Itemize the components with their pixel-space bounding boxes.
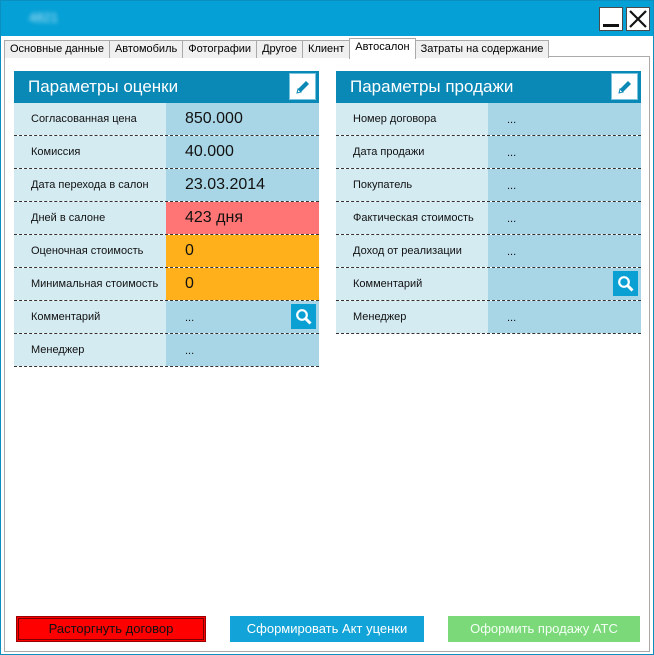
minimum-cost-value: 0 [166, 268, 319, 300]
days-in-salon-value: 423 дня [166, 202, 319, 234]
sale-date-label: Дата продажи [336, 136, 488, 168]
tab-maintenance-costs[interactable]: Затраты на содержание [415, 40, 550, 58]
make-sale-button[interactable]: Оформить продажу АТС [448, 616, 640, 642]
sale-comment-row [336, 268, 641, 301]
evaluation-manager-value: ... [166, 334, 319, 366]
tab-strip [4, 38, 548, 57]
sale-manager-value: ... [488, 301, 641, 333]
transfer-date-row [14, 169, 319, 202]
estimated-cost-value: 0 [166, 235, 319, 267]
evaluation-manager-row [14, 334, 319, 367]
contract-number-label: Номер договора [336, 103, 488, 135]
sale-manager-label: Менеджер [336, 301, 488, 333]
pencil-glyph [294, 78, 312, 96]
sale-income-row [336, 235, 641, 268]
sale-income-value: ... [488, 235, 641, 267]
evaluation-comment-value [166, 301, 319, 333]
cancel-contract-label: Расторгнуть договор [18, 618, 204, 640]
pencil-icon[interactable] [611, 73, 638, 100]
tab-dealership[interactable]: Автосалон [349, 38, 415, 59]
sale-income-label: Доход от реализации [336, 235, 488, 267]
sale-header [336, 71, 641, 103]
window-title: 4821 [29, 10, 58, 25]
search-icon[interactable] [291, 304, 316, 329]
buyer-value: ... [488, 169, 641, 201]
days-in-salon-row [14, 202, 319, 235]
actual-cost-label: Фактическая стоимость [336, 202, 488, 234]
sale-panel [336, 71, 641, 334]
days-in-salon-label: Дней в салоне [14, 202, 166, 234]
minimum-cost-label: Минимальная стоимость [14, 268, 166, 300]
transfer-date-label: Дата перехода в салон [14, 169, 166, 201]
evaluation-header [14, 71, 319, 103]
search-glyph [617, 275, 635, 293]
estimated-cost-label: Оценочная стоимость [14, 235, 166, 267]
tab-photos[interactable]: Фотографии [182, 40, 257, 58]
contract-number-value: ... [488, 103, 641, 135]
generate-act-button[interactable]: Сформировать Акт уценки [230, 616, 424, 642]
commission-row [14, 136, 319, 169]
sale-comment-label: Комментарий [336, 268, 488, 300]
cancel-contract-button[interactable] [16, 616, 206, 642]
pencil-icon[interactable] [289, 73, 316, 100]
close-glyph [627, 8, 649, 30]
title-bar [1, 1, 653, 36]
buyer-label: Покупатель [336, 169, 488, 201]
evaluation-comment-text: ... [185, 312, 195, 324]
search-icon[interactable] [613, 271, 638, 296]
transfer-date-value: 23.03.2014 [166, 169, 319, 201]
commission-value: 40.000 [166, 136, 319, 168]
minimum-cost-row [14, 268, 319, 301]
agreed-price-label: Согласованная цена [14, 103, 166, 135]
agreed-price-value: 850.000 [166, 103, 319, 135]
evaluation-manager-label: Менеджер [14, 334, 166, 366]
tab-other[interactable]: Другое [256, 40, 303, 58]
evaluation-comment-label: Комментарий [14, 301, 166, 333]
estimated-cost-row [14, 235, 319, 268]
commission-label: Комиссия [14, 136, 166, 168]
tab-main-data[interactable]: Основные данные [4, 40, 110, 58]
actual-cost-value: ... [488, 202, 641, 234]
sale-date-row [336, 136, 641, 169]
close-icon[interactable] [626, 7, 650, 31]
contract-number-row [336, 103, 641, 136]
sale-title: Параметры продажи [350, 77, 514, 96]
minimize-icon[interactable] [599, 7, 623, 31]
actual-cost-row [336, 202, 641, 235]
tab-client[interactable]: Клиент [302, 40, 350, 58]
sale-comment-value [488, 268, 641, 300]
evaluation-title: Параметры оценки [28, 77, 179, 96]
tab-car[interactable]: Автомобиль [109, 40, 183, 58]
sale-manager-row [336, 301, 641, 334]
evaluation-panel [14, 71, 319, 367]
pencil-glyph [616, 78, 634, 96]
buyer-row [336, 169, 641, 202]
sale-date-value: ... [488, 136, 641, 168]
agreed-price-row [14, 103, 319, 136]
search-glyph [295, 308, 313, 326]
evaluation-comment-row [14, 301, 319, 334]
